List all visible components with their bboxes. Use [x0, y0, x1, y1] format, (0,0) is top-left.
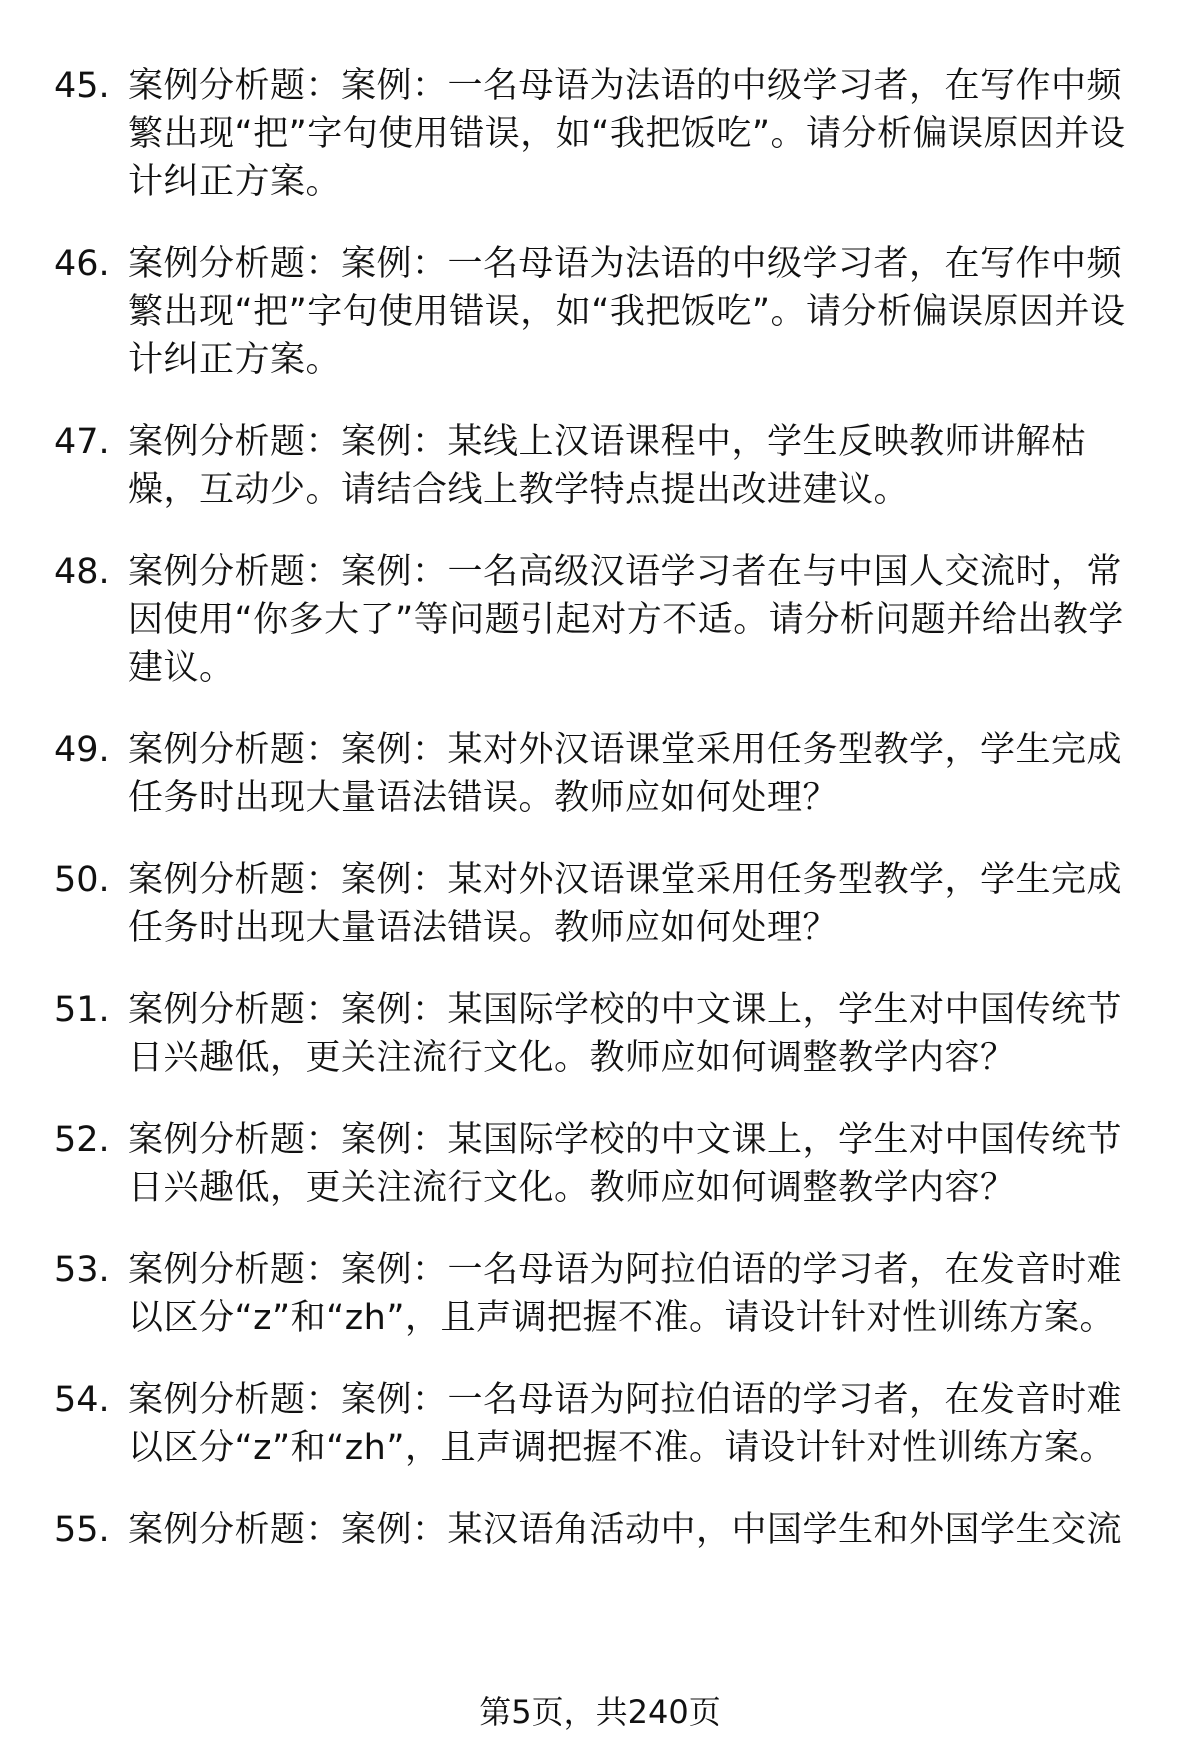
question-number: 45. — [54, 66, 110, 106]
question-text: 案例分析题：案例：一名母语为阿拉伯语的学习者，在发音时难以区分“z”和“zh”，且声调把握不准。请设计针对性训练方案。 — [128, 1250, 1123, 1338]
question-text: 案例分析题：案例：一名高级汉语学习者在与中国人交流时，常因使用“你多大了”等问题引起对方不适。请分析问题并给出教学建议。 — [128, 552, 1124, 688]
question-number: 52. — [54, 1120, 110, 1160]
list-item — [0, 1376, 1200, 1472]
question-number: 48. — [54, 552, 110, 592]
question-number: 49. — [54, 730, 110, 770]
question-number: 54. — [54, 1380, 110, 1420]
question-number: 47. — [54, 422, 110, 462]
list-item — [0, 1116, 1200, 1212]
question-text: 案例分析题：案例：某汉语角活动中，中国学生和外国学生交流 — [128, 1510, 1123, 1550]
question-text: 案例分析题：案例：一名母语为法语的中级学习者，在写作中频繁出现“把”字句使用错误，如“我把饭吃”。请分析偏误原因并设计纠正方案。 — [128, 66, 1126, 202]
page-footer: 第5页，共240页 — [479, 1693, 721, 1731]
list-item — [0, 726, 1200, 822]
question-text: 案例分析题：案例：某对外汉语课堂采用任务型教学，学生完成任务时出现大量语法错误。教师应如何处理？ — [128, 860, 1123, 948]
question-list — [0, 62, 1200, 1588]
question-number: 55. — [54, 1510, 110, 1550]
list-item — [0, 548, 1200, 692]
list-item — [0, 856, 1200, 952]
question-number: 46. — [54, 244, 110, 284]
question-text: 案例分析题：案例：某国际学校的中文课上，学生对中国传统节日兴趣低，更关注流行文化。教师应如何调整教学内容？ — [128, 1120, 1123, 1208]
question-number: 50. — [54, 860, 110, 900]
question-text: 案例分析题：案例：一名母语为阿拉伯语的学习者，在发音时难以区分“z”和“zh”，且声调把握不准。请设计针对性训练方案。 — [128, 1380, 1123, 1468]
question-text: 案例分析题：案例：一名母语为法语的中级学习者，在写作中频繁出现“把”字句使用错误，如“我把饭吃”。请分析偏误原因并设计纠正方案。 — [128, 244, 1126, 380]
question-number: 51. — [54, 990, 110, 1030]
list-item — [0, 1246, 1200, 1342]
question-text: 案例分析题：案例：某对外汉语课堂采用任务型教学，学生完成任务时出现大量语法错误。教师应如何处理？ — [128, 730, 1123, 818]
list-item — [0, 1506, 1200, 1554]
question-text: 案例分析题：案例：某国际学校的中文课上，学生对中国传统节日兴趣低，更关注流行文化。教师应如何调整教学内容？ — [128, 990, 1123, 1078]
list-item — [0, 62, 1200, 206]
list-item — [0, 986, 1200, 1082]
list-item — [0, 240, 1200, 384]
question-text: 案例分析题：案例：某线上汉语课程中，学生反映教师讲解枯燥，互动少。请结合线上教学特点提出改进建议。 — [128, 422, 1087, 510]
question-number: 53. — [54, 1250, 110, 1290]
list-item — [0, 418, 1200, 514]
